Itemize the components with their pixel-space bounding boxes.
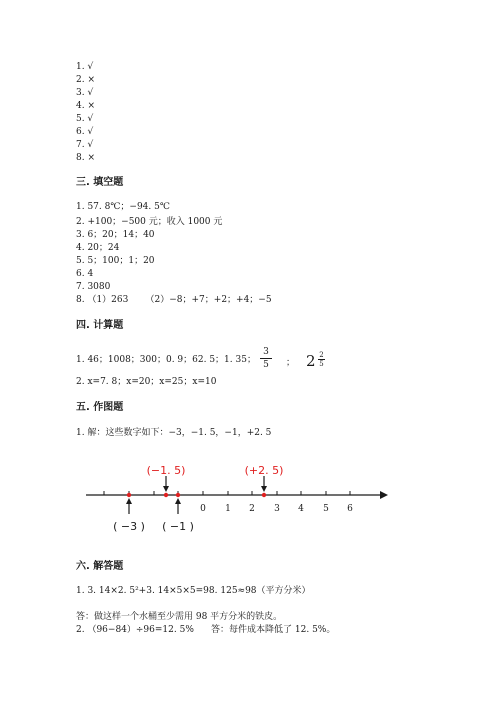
judgement-item: 6. √: [76, 127, 94, 137]
mixed-denominator: 5: [319, 360, 324, 368]
tick-label: 6: [347, 504, 353, 514]
fraction-denominator: 5: [263, 360, 269, 370]
tick-label: 2: [249, 504, 255, 514]
mixed-numerator: 2: [319, 351, 324, 359]
judgement-item: 7. √: [76, 140, 94, 150]
fill-item: 1. 57. 8℃；−94. 5℃: [76, 202, 170, 212]
fill-item: 7. 3080: [76, 282, 111, 292]
arrowhead-icon: [175, 498, 181, 504]
label-m1: ( −1 ): [162, 520, 194, 533]
judgement-item: 3. √: [76, 88, 94, 98]
fill-item: 6. 4: [76, 269, 94, 279]
tick-label: 3: [274, 504, 280, 514]
tick-label: 0: [200, 504, 206, 514]
label-m1-5: (−1. 5): [146, 464, 186, 477]
fill-item: 2. +100；−500 元；收入 1000 元: [76, 217, 223, 227]
point-p2-5: [262, 493, 266, 497]
judgement-item: 2. ×: [76, 75, 95, 85]
label-p2-5: (+2. 5): [244, 464, 284, 477]
fill-item: 3. 6；20；14；40: [76, 230, 155, 240]
arrowhead-icon: [126, 498, 132, 504]
section-heading-fill: 三. 填空题: [76, 177, 124, 188]
judgement-item: 5. √: [76, 114, 94, 124]
fraction-numerator: 3: [263, 347, 269, 357]
fill-item: 5. 5；100；1；20: [76, 256, 155, 266]
tick-label: 4: [298, 504, 304, 514]
judgement-item: 4. ×: [76, 101, 95, 111]
judgement-item: 1. √: [76, 62, 94, 72]
label-m3: ( −3 ): [113, 520, 145, 533]
fill-item: 4. 20；24: [76, 243, 120, 253]
answer-line-2: 答：做这样一个水桶至少需用 98 平方分米的铁皮。: [76, 612, 283, 622]
answer-line-3: 2. （96−84）÷96=12. 5% 答：每件成本降低了 12. 5%。: [76, 625, 336, 635]
calc-separator: ；: [286, 358, 296, 368]
section-heading-calc: 四. 计算题: [76, 320, 124, 331]
arrowhead-icon: [163, 486, 169, 492]
fill-item: 8. （1）263 （2）−8；+7；+2；+4；−5: [76, 295, 272, 305]
judgement-item: 8. ×: [76, 153, 95, 163]
point-m1-5: [164, 493, 168, 497]
draw-line-1: 1. 解：这些数字如下：−3，−1. 5，−1，+2. 5: [76, 428, 272, 438]
section-heading-answer: 六. 解答题: [76, 561, 124, 572]
calc-line-2: 2. x=7. 8；x=20；x=25；x=10: [76, 377, 217, 387]
tick-label: 1: [225, 504, 231, 514]
section-heading-draw: 五. 作图题: [76, 402, 124, 413]
point-m3: [127, 493, 131, 497]
arrowhead-icon: [380, 491, 388, 499]
arrowhead-icon: [261, 486, 267, 492]
tick-label: 5: [323, 504, 329, 514]
mixed-whole: 2: [306, 352, 316, 370]
point-m1: [176, 493, 180, 497]
calc-line-1: 1. 46；1008；300；0. 9；62. 5；1. 35；: [76, 355, 256, 365]
answer-line-1: 1. 3. 14×2. 5²+3. 14×5×5=98. 125≈98（平方分米）: [76, 586, 311, 596]
